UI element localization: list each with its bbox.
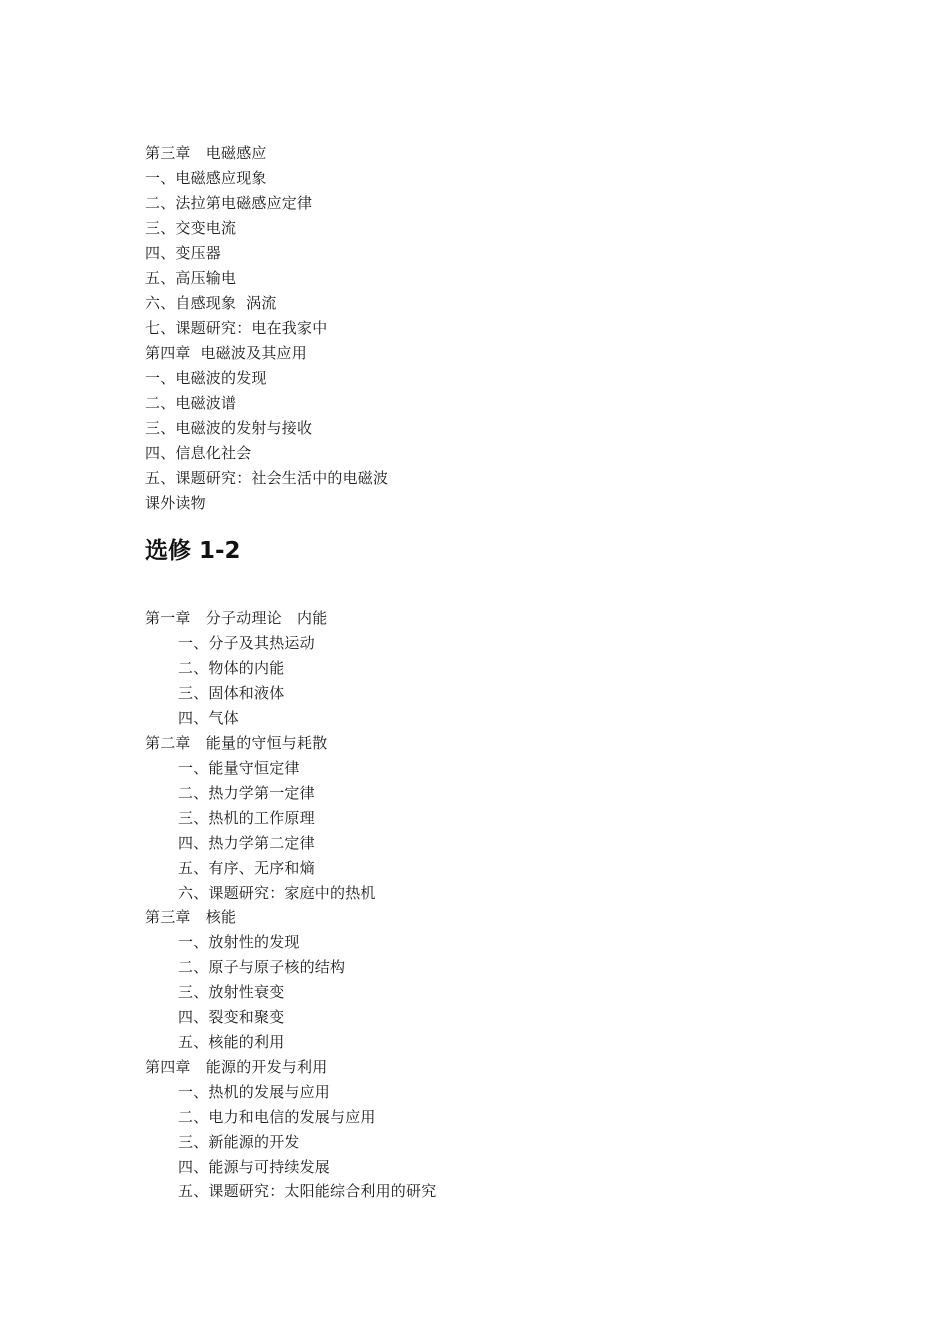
chapter-heading: 第三章 电磁感应 [145,144,267,162]
toc-item: 一、电磁波的发现 [145,369,267,387]
toc-item: 一、分子及其热运动 [178,634,315,652]
toc-item: 四、热力学第二定律 [178,834,315,852]
chapter-heading: 第一章 分子动理论 内能 [145,609,328,627]
toc-item: 五、课题研究：太阳能综合利用的研究 [178,1182,437,1200]
toc-item: 四、能源与可持续发展 [178,1158,331,1176]
toc-item: 一、电磁感应现象 [145,169,267,187]
toc-item: 一、热机的发展与应用 [178,1083,331,1101]
toc-item: 二、电力和电信的发展与应用 [178,1108,376,1126]
toc-item: 二、法拉第电磁感应定律 [145,194,313,212]
toc-item: 五、核能的利用 [178,1033,285,1051]
toc-item: 二、热力学第一定律 [178,784,315,802]
toc-item: 三、放射性衰变 [178,983,285,1001]
toc-item: 二、电磁波谱 [145,394,237,412]
toc-item: 四、信息化社会 [145,444,252,462]
toc-item: 四、气体 [178,709,239,727]
toc-item: 七、课题研究：电在我家中 [145,319,328,337]
chapter-heading: 第四章 能源的开发与利用 [145,1058,328,1076]
toc-item: 六、课题研究：家庭中的热机 [178,884,376,902]
toc-item: 四、裂变和聚变 [178,1008,285,1026]
chapter-heading: 第二章 能量的守恒与耗散 [145,734,328,752]
toc-item: 一、能量守恒定律 [178,759,300,777]
toc-item: 六、自感现象 涡流 [145,294,277,312]
toc-item: 四、变压器 [145,244,222,262]
toc-item: 二、原子与原子核的结构 [178,958,346,976]
toc-item: 三、交变电流 [145,219,237,237]
toc-item: 课外读物 [145,494,206,512]
section-heading: 选修 1-2 [145,538,241,564]
toc-item: 一、放射性的发现 [178,933,300,951]
chapter-heading: 第四章 电磁波及其应用 [145,344,307,362]
toc-item: 五、有序、无序和熵 [178,859,315,877]
toc-item: 三、热机的工作原理 [178,809,315,827]
toc-item: 三、新能源的开发 [178,1133,300,1151]
toc-item: 三、固体和液体 [178,684,285,702]
toc-item: 三、电磁波的发射与接收 [145,419,313,437]
toc-item: 五、高压输电 [145,269,237,287]
toc-item: 五、课题研究：社会生活中的电磁波 [145,469,389,487]
chapter-heading: 第三章 核能 [145,908,237,926]
toc-item: 二、物体的内能 [178,659,285,677]
